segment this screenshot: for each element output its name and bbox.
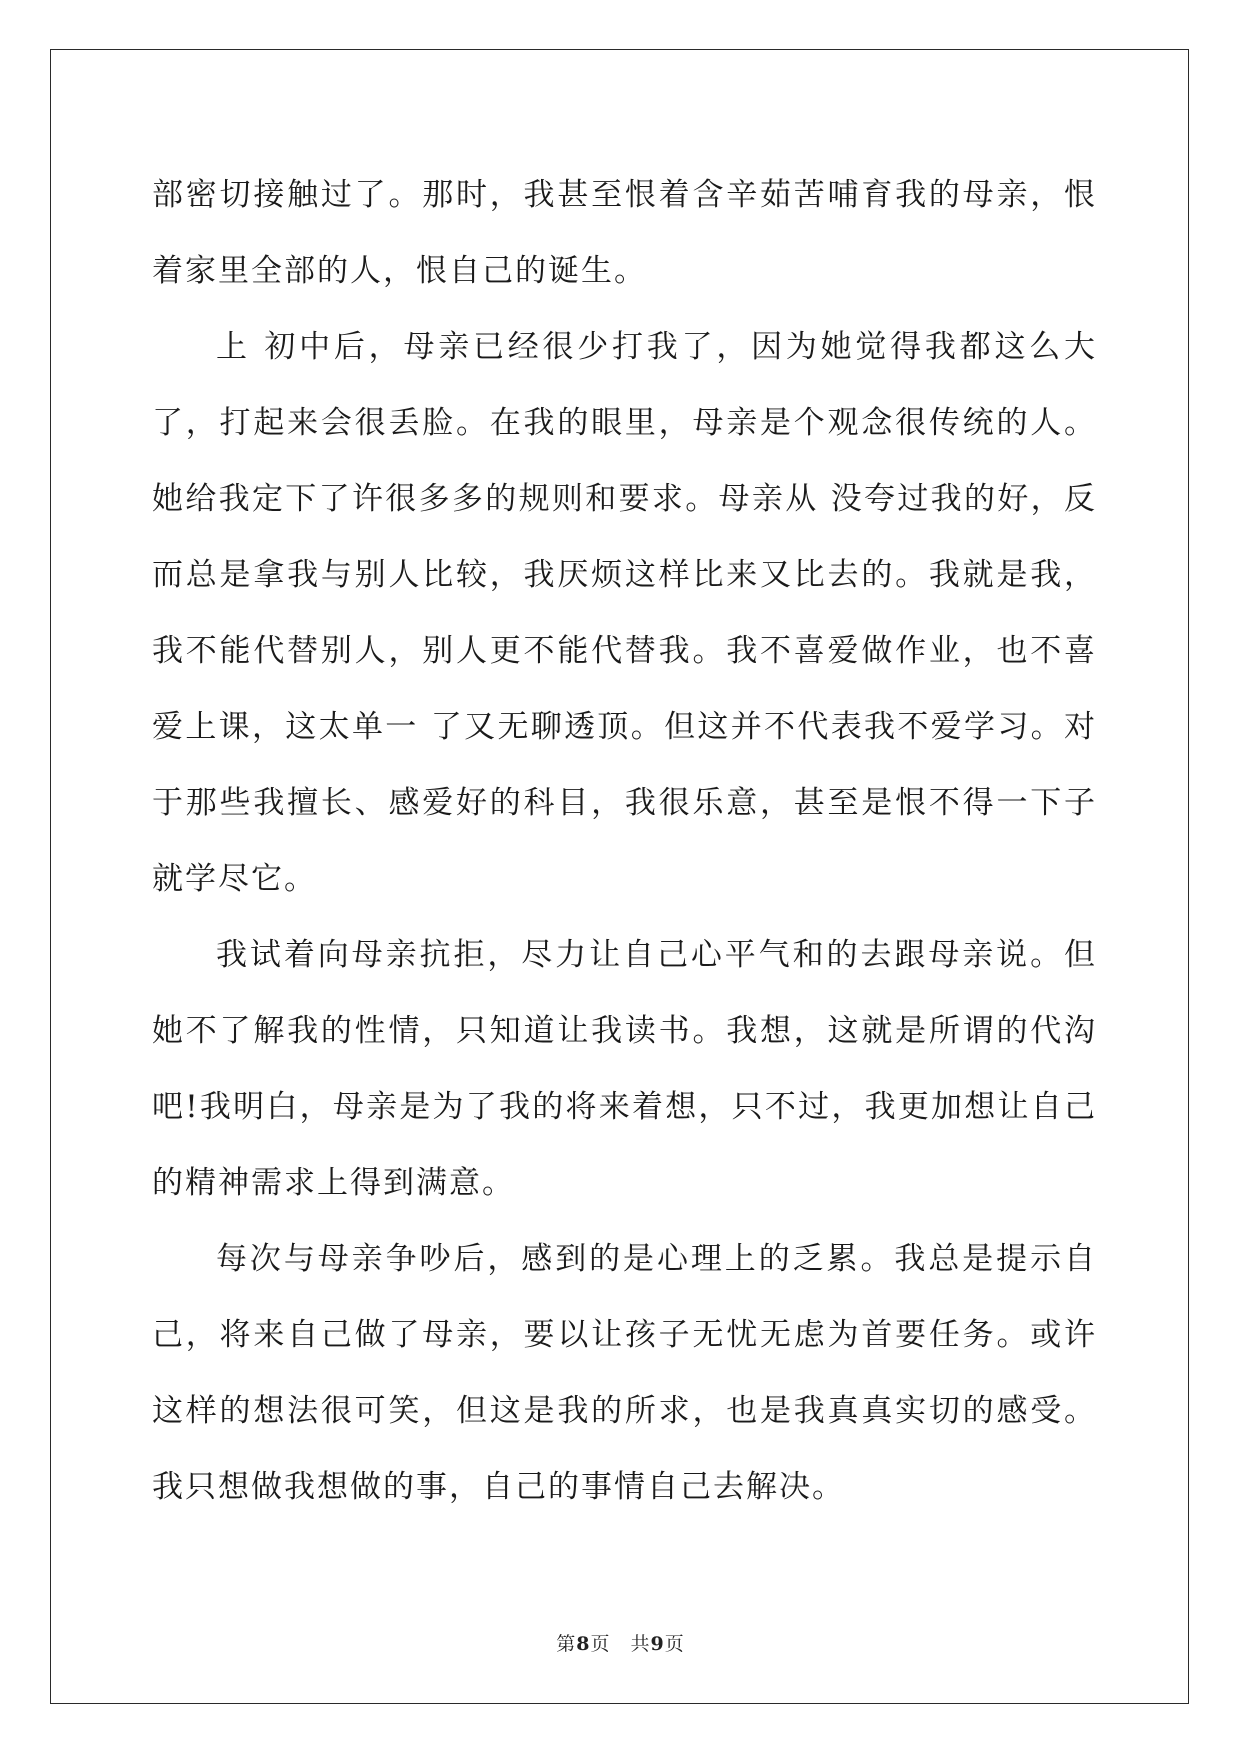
document-body — [152, 157, 1097, 1525]
page-footer — [0, 1629, 1241, 1656]
paragraph-1: 部密切接触过了。那时，我甚至恨着含辛茹苦哺育我的母亲，恨着家里全部的人，恨自己的诞生。 — [152, 177, 1097, 289]
footer-prefix: 第 — [556, 1633, 577, 1655]
current-page-number: 8 — [576, 1633, 591, 1655]
paragraph-4: 每次与母亲争吵后，感到的是心理上的乏累。我总是提示自己，将来自己做了母亲，要以让孩子无忧无虑为首要任务。或许这样的想法很可笑，但这是我的所求，也是我真真实切的感受。我只想做我想做的事，自己的事情自己去解决。 — [152, 1241, 1097, 1505]
paragraph-2: 上 初中后，母亲已经很少打我了，因为她觉得我都这么大了，打起来会很丢脸。在我的眼里，母亲是个观念很传统的人。她给我定下了许很多多的规则和要求。母亲从 没夸过我的好，反而总是拿我与别人比较，我厌烦这样比来又比去的。我就是我，我不能代替别人，别人更不能代替我。我不喜爱做作业，也不喜爱上课，这太单一 了又无聊透顶。但这并不代表我不爱学习。对于那些我擅长、感爱好的科目，我很乐意，甚至是恨不得一下子就学尽它。 — [152, 329, 1097, 897]
total-page-count: 9 — [650, 1633, 665, 1655]
footer-suffix: 页 — [664, 1633, 685, 1655]
footer-middle: 页 共 — [590, 1633, 651, 1655]
paragraph-3: 我试着向母亲抗拒，尽力让自己心平气和的去跟母亲说。但她不了解我的性情，只知道让我读书。我想，这就是所谓的代沟吧!我明白，母亲是为了我的将来着想，只不过，我更加想让自己的精神需求上得到满意。 — [152, 937, 1097, 1201]
